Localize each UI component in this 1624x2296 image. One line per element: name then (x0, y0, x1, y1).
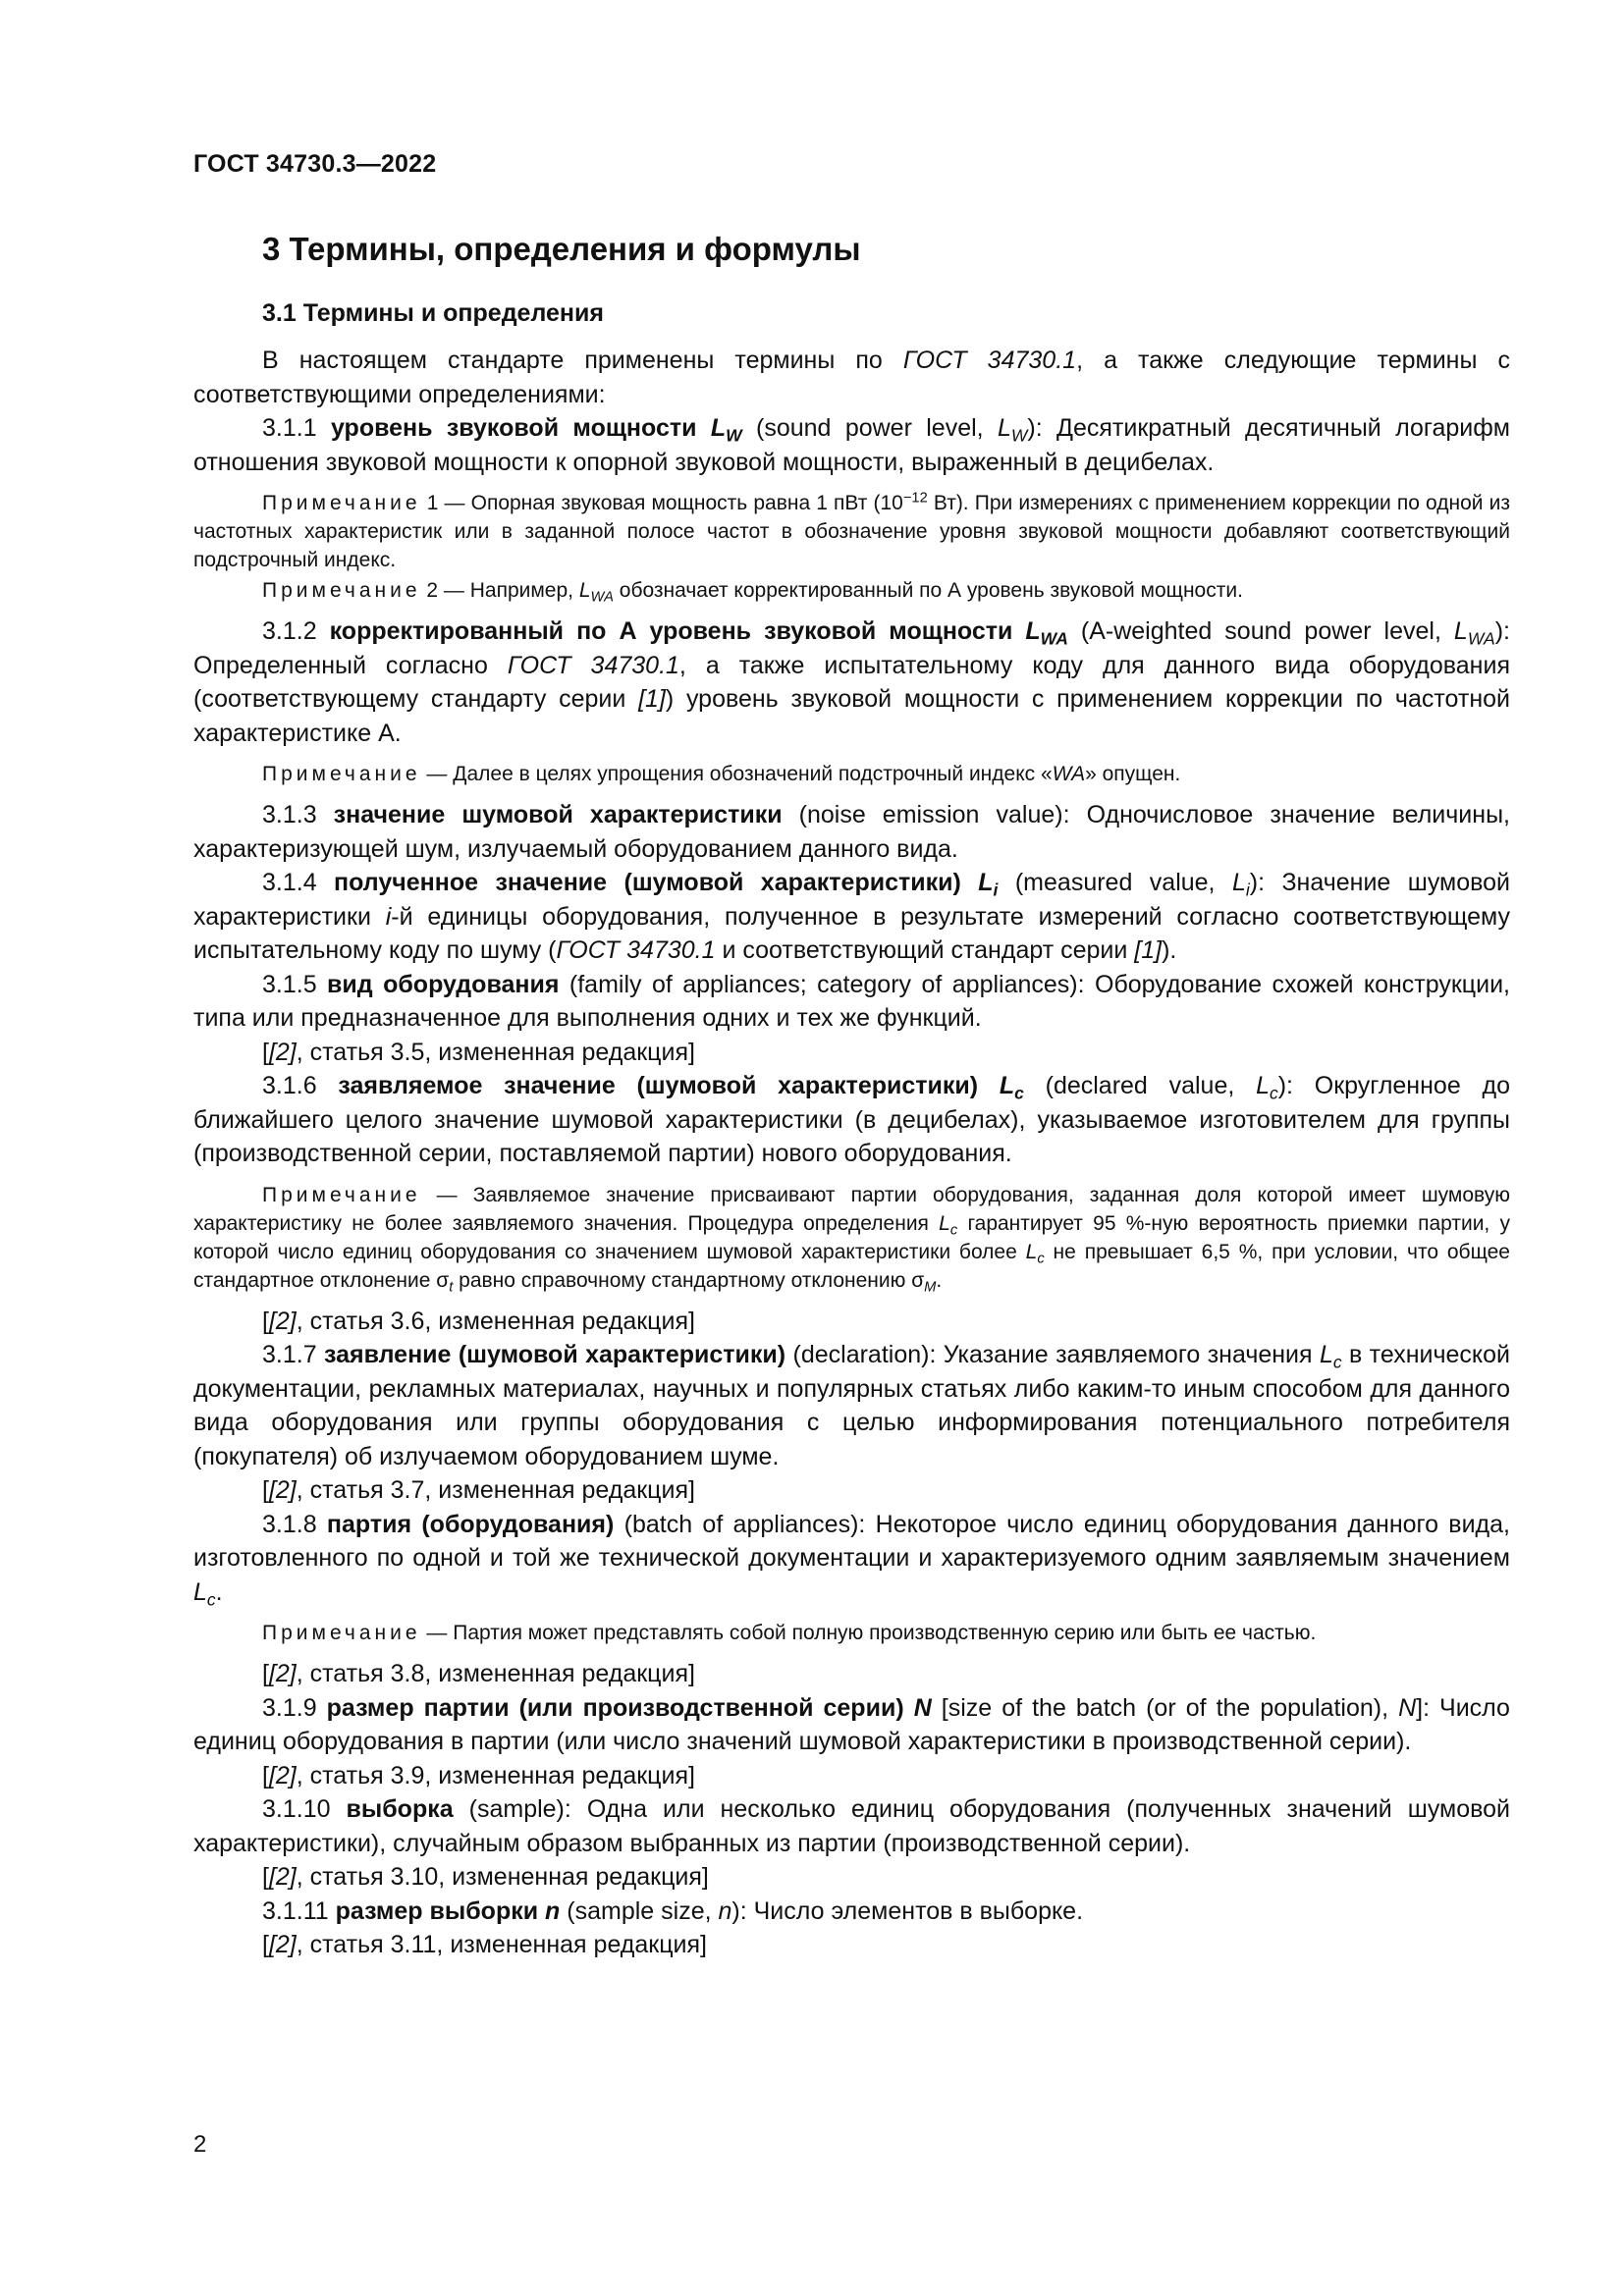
term-3-1-1: 3.1.1 уровень звуковой мощности $L_W$ (sound power level, $L_W$): Десятикратный десятичный логарифм отношения звуковой мощности к опорной звуковой мощности, выраженный в децибелах. (193, 414, 1510, 476)
term-3-1-6: 3.1.6 заявляемое значение (шумовой характеристики) $L_c$ (declared value, $L_c$): Округленное до ближайшего целого значение шумовой характеристики (в децибелах), указываемое изготовителем для группы (производственной серии, поставляемой партии) нового оборудования. (193, 1072, 1510, 1167)
note-3: Примечание — Далее в целях упрощения обозначений подстрочный индекс «WA» опущен. (262, 763, 1181, 785)
document-header: ГОСТ 34730.3—2022 (193, 150, 437, 178)
reference-3-6: [[2], статья 3.6, измененная редакция] (262, 1307, 695, 1335)
subsection-title: 3.1 Термины и определения (262, 299, 604, 327)
term-3-1-7: 3.1.7 заявление (шумовой характеристики) (declaration): Указание заявляемого значения $L_c$ в технической документации, рекламных материалах, научных и популярных статьях либо каким-то иным способом для данного вида оборудования или группы оборудования с целью информирования потенциального потребителя (покупателя) об излучаемом оборудованием шуме. (193, 1341, 1510, 1470)
reference-3-7: [[2], статья 3.7, измененная редакция] (262, 1476, 695, 1504)
note-4: Примечание — Заявляемое значение присваивают партии оборудования, заданная доля которой имеет шумовую характеристику не более заявляемого значения. Процедура определения $L_c$ гарантирует 95 %-ную вероятность приемки партии, у которой число единиц оборудования со значением шумовой характеристики более $L_c$ не превышает 6,5 %, при условии, что общее стандартное отклонение $\sigma_t$ равно справочному стандартному отклонению $\sigma_M$. (193, 1183, 1510, 1295)
intro-paragraph: В настоящем стандарте применены термины по ГОСТ 34730.1, а также следующие термины с соответствующими определениями: (193, 347, 1510, 408)
note-5: Примечание — Партия может представлять собой полную производственную серию или быть ее частью. (262, 1622, 1317, 1644)
term-3-1-11: 3.1.11 размер выборки n (sample size, n): Число элементов в выборке. (262, 1896, 1084, 1925)
term-3-1-9: 3.1.9 размер партии (или производственной серии) N [size of the batch (or of the population), N]: Число единиц оборудования в партии (или число значений шумовой характеристики в производственной серии). (193, 1693, 1510, 1755)
reference-3-8: [[2], статья 3.8, измененная редакция] (262, 1660, 695, 1687)
reference-3-11: [[2], статья 3.11, измененная редакция] (262, 1931, 707, 1958)
note-2: Примечание 2 — Например, $L_{WA}$ обозначает корректированный по А уровень звуковой мощности. (262, 579, 1243, 606)
page-content (193, 226, 1510, 1962)
reference-3-10: [[2], статья 3.10, измененная редакция] (262, 1863, 709, 1891)
term-3-1-10: 3.1.10 выборка (sample): Одна или несколько единиц оборудования (полученных значений шумовой характеристики), случайным образом выбранных из партии (производственной серии). (193, 1795, 1511, 1857)
reference-3-5: [[2], статья 3.5, измененная редакция] (262, 1038, 695, 1066)
term-3-1-2: 3.1.2 корректированный по А уровень звуковой мощности $L_{WA}$ (A-weighted sound power level, $L_{WA}$): Определенный согласно ГОСТ 34730.1, а также испытательному коду для данного вида оборудования (соответствующему стандарту серии [1]) уровень звуковой мощности с применением коррекции по частотной характеристике А. (193, 617, 1510, 747)
term-3-1-5: 3.1.5 вид оборудования (family of appliances; category of appliances): Оборудование схожей конструкции, типа или предназначенное для выполнения одних и тех же функций. (193, 970, 1510, 1032)
section-title: 3 Термины, определения и формулы (262, 231, 861, 267)
term-3-1-4: 3.1.4 полученное значение (шумовой характеристики) $L_i$ (measured value, $L_i$): Значение шумовой характеристики i-й единицы оборудования, полученное в результате измерений согласно соответствующему испытательному коду по шуму (ГОСТ 34730.1 и соответствующий стандарт серии [1]). (193, 869, 1511, 964)
reference-3-9: [[2], статья 3.9, измененная редакция] (262, 1761, 695, 1789)
page-number: 2 (193, 2131, 207, 2158)
term-3-1-3: 3.1.3 значение шумовой характеристики (noise emission value): Одночисловое значение величины, характеризующей шум, излучаемый оборудованием данного вида. (193, 801, 1510, 863)
term-3-1-8: 3.1.8 партия (оборудования) (batch of appliances): Некоторое число единиц оборудования данного вида, изготовленного по одной и той же технической документации и характеризуемого одним заявляемым значением $L_c$. (193, 1510, 1510, 1609)
note-1: Примечание 1 — Опорная звуковая мощность равна 1 пВт ($10^{-12}$ Вт). При измерениях с применением коррекции по одной из частотных характеристик или в заданной полосе частот в обозначение уровня звуковой мощности добавляют соответствующий подстрочный индекс. (193, 490, 1511, 571)
